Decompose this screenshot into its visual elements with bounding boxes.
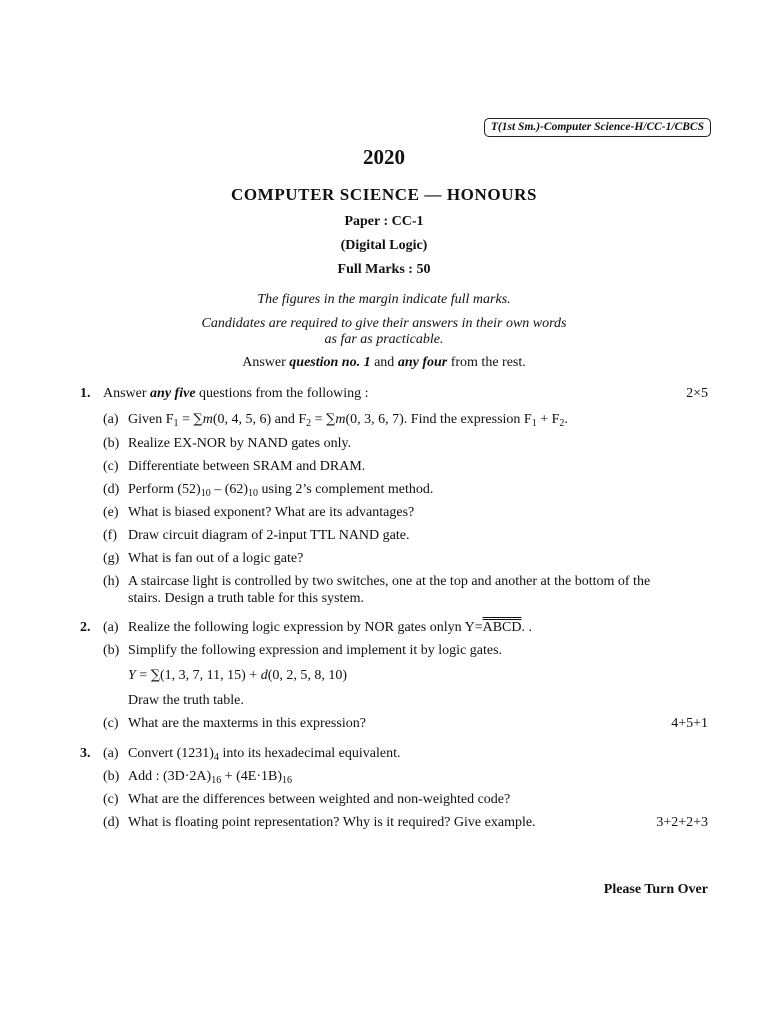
q1-g-text: What is fan out of a logic gate? xyxy=(128,551,304,566)
answer-post: from the rest. xyxy=(447,355,526,370)
question-3-number: 3. xyxy=(80,746,91,761)
q2-b-text: Simplify the following expression and implement it by logic gates. xyxy=(128,643,503,658)
answer-pre: Answer xyxy=(242,355,290,370)
q1-a-label: (a) xyxy=(103,412,119,427)
q2-b-label: (b) xyxy=(103,643,120,658)
exam-year: 2020 xyxy=(363,145,405,169)
q3-a-label: (a) xyxy=(103,746,119,761)
paper-code-badge: T(1st Sm.)-Computer Science-H/CC-1/CBCS xyxy=(484,118,711,137)
question-2-marks: 4+5+1 xyxy=(671,716,708,731)
intro-any-five: any five xyxy=(150,386,196,401)
full-marks: Full Marks : 50 xyxy=(337,262,431,277)
exam-title: COMPUTER SCIENCE — HONOURS xyxy=(230,185,538,204)
q1-g-label: (g) xyxy=(103,551,120,566)
q2-a-label: (a) xyxy=(103,620,119,635)
question-1-marks: 2×5 xyxy=(686,386,708,401)
q3-d-label: (d) xyxy=(103,815,120,830)
please-turn-over: Please Turn Over xyxy=(603,882,708,897)
q2-b-expression: Y = ∑(1, 3, 7, 11, 15) + d(0, 2, 5, 8, 10) xyxy=(128,668,348,683)
q1-e-label: (e) xyxy=(103,505,119,520)
q1-d-text: Perform $(52)_{10} - (62)_{10}$ using 2’s complement method. xyxy=(128,482,434,499)
q3-b-label: (b) xyxy=(103,769,120,784)
q1-c-text: Differentiate between SRAM and DRAM. xyxy=(128,459,366,474)
q1-h-line2: stairs. Design a truth table for this system. xyxy=(128,591,365,606)
instruction-answer xyxy=(0,355,768,371)
instruction-line-3: as far as practicable. xyxy=(324,332,444,347)
q2-b-truth-table: Draw the truth table. xyxy=(128,693,244,708)
q3-c-text: What are the differences between weighted and non-weighted code? xyxy=(128,792,511,807)
instruction-marks: The figures in the margin indicate full marks. xyxy=(257,292,511,307)
instruction-own-words xyxy=(0,316,768,348)
question-1-intro: Answer any five questions from the following : xyxy=(103,386,369,401)
paper-code: Paper : CC-1 xyxy=(344,214,424,229)
question-3-marks: 3+2+2+3 xyxy=(656,815,708,830)
question-2-number: 2. xyxy=(80,620,91,635)
q3-a-text: Convert $(1231)_4$ into its hexadecimal equivalent. xyxy=(128,746,401,763)
answer-question: question no. 1 xyxy=(289,355,371,370)
q2-a-text: Realize the following logic expression by NOR gates onlyn Y=ABCD. . xyxy=(128,620,532,635)
q1-b-text: Realize EX-NOR by NAND gates only. xyxy=(128,436,352,451)
q3-c-label: (c) xyxy=(103,792,119,807)
q1-h-text xyxy=(128,573,708,607)
q1-h-label: (h) xyxy=(103,574,120,589)
q1-f-text: Draw circuit diagram of 2-input TTL NAND gate. xyxy=(128,528,410,543)
q3-b-text: Add : $(3D\cdot 2A)_{16} + (4E\cdot 1B)_{16}$ xyxy=(128,769,292,786)
q2-c-text: What are the maxterms in this expression? xyxy=(128,716,366,731)
q3-d-text: What is floating point representation? Why is it required? Give example. xyxy=(128,815,536,830)
question-1-number: 1. xyxy=(80,386,91,401)
q1-b-label: (b) xyxy=(103,436,120,451)
q1-f-label: (f) xyxy=(103,528,117,543)
answer-mid: and xyxy=(370,355,398,370)
q1-h-line1: A staircase light is controlled by two switches, one at the top and another at the bottom of the xyxy=(128,574,651,589)
instruction-line-2: Candidates are required to give their answers in their own words xyxy=(201,316,567,331)
q1-d-label: (d) xyxy=(103,482,120,497)
q1-a-text: Given $F_1 = \sum m(0$, 4, 5, 6) and $F_2 = \sum m(0$, 3, 6, 7). Find the expression $F_1 + F_2$. xyxy=(128,412,568,429)
q1-c-label: (c) xyxy=(103,459,119,474)
paper-topic: (Digital Logic) xyxy=(340,238,428,253)
answer-any-four: any four xyxy=(397,355,448,370)
q2-c-label: (c) xyxy=(103,716,119,731)
q1-e-text: What is biased exponent? What are its advantages? xyxy=(128,505,415,520)
q2-a-expression: ABCD xyxy=(482,620,522,635)
